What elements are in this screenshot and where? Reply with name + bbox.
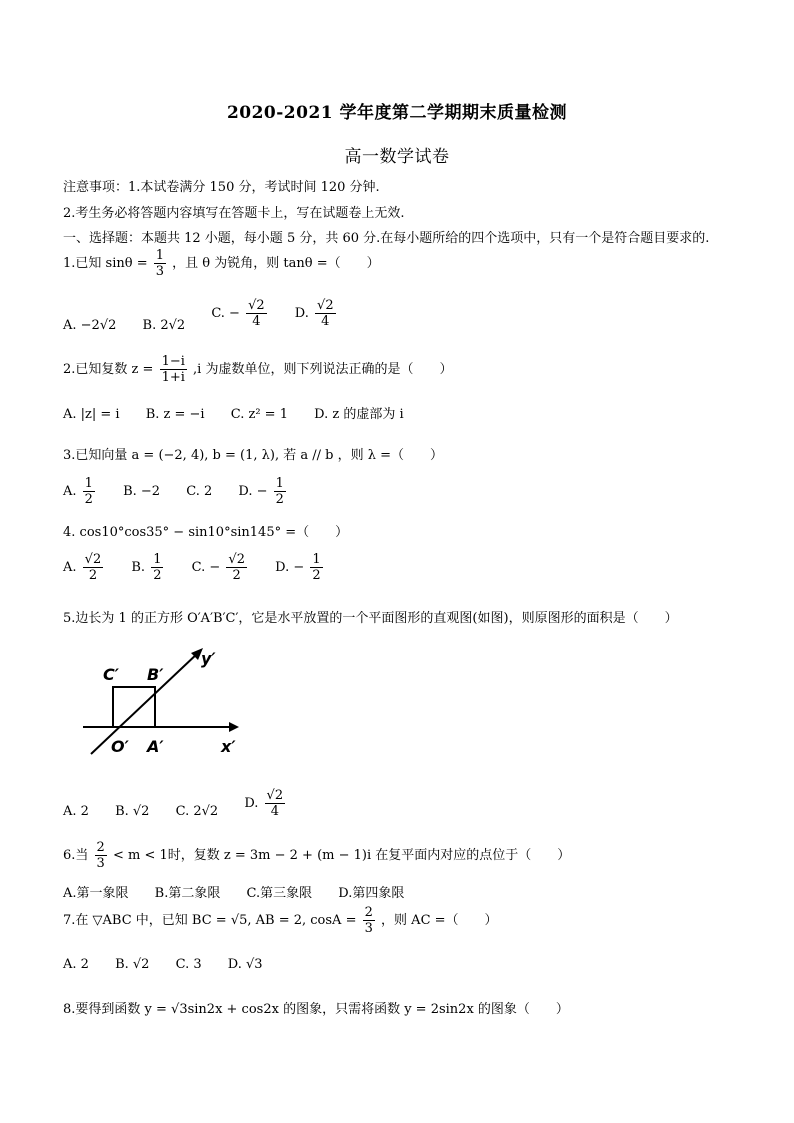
q4-option-a xyxy=(63,552,105,583)
q4-option-a-den: 2 xyxy=(88,568,98,583)
q1-option-b: B. 2√2 xyxy=(142,318,186,333)
q4-option-b-den: 2 xyxy=(153,568,162,583)
q2-post: ,i 为虚数单位，则下列说法正确的是（ ） xyxy=(193,362,453,377)
q5-option-d-fraction xyxy=(265,788,286,819)
q4-option-c xyxy=(192,552,249,583)
q3-options xyxy=(63,476,310,507)
q5-option-d-pre: D. xyxy=(244,796,259,811)
exam-subtitle: 高一数学试卷 xyxy=(344,147,450,167)
q4-option-a-pre: A. xyxy=(63,560,77,575)
q1-post: ，且 θ 为锐角，则 tanθ =（ ） xyxy=(172,256,380,271)
q7-fraction-den: 3 xyxy=(364,921,373,936)
q7-fraction-num: 2 xyxy=(364,905,373,920)
q3-option-d xyxy=(238,476,288,507)
label-y: y′ xyxy=(201,649,216,668)
q6-option-d: D.第四象限 xyxy=(338,886,405,901)
q7-options xyxy=(63,957,285,972)
question-4: 4. cos10°cos35° − sin10°sin145° =（ ） xyxy=(63,525,349,540)
q4-option-c-fraction xyxy=(226,552,247,583)
q3-option-a-fraction xyxy=(83,476,95,507)
q4-option-b-fraction xyxy=(151,552,163,583)
q3-option-b: B. −2 xyxy=(123,484,161,499)
q4-option-d-num: 1 xyxy=(312,552,321,567)
square-outline xyxy=(113,687,155,727)
q5-option-b: B. √2 xyxy=(115,804,150,819)
q1-option-d-den: 4 xyxy=(321,314,330,329)
q1-fraction-num: 1 xyxy=(155,248,165,263)
q1-option-c-den: 4 xyxy=(252,314,261,329)
label-b: B′ xyxy=(147,665,164,684)
q4-option-c-num: √2 xyxy=(228,552,245,567)
q1-option-d-num: √2 xyxy=(317,298,334,313)
q3-option-a-num: 1 xyxy=(84,476,93,491)
q4-option-d-pre: D. − xyxy=(275,560,305,575)
q7-option-c: C. 3 xyxy=(175,957,202,972)
q1-fraction-den: 3 xyxy=(155,264,165,279)
section-heading: 一、选择题：本题共 12 小题，每小题 5 分，共 60 分.在每小题所给的四个选项中，只有一个是符合题目要求的. xyxy=(63,231,710,246)
q5-option-c: C. 2√2 xyxy=(175,804,219,819)
q5-option-d xyxy=(244,788,287,819)
q2-option-b: B. z = −i xyxy=(145,407,205,422)
q3-option-d-den: 2 xyxy=(275,492,284,507)
label-x: x′ xyxy=(221,737,236,756)
q6-fraction xyxy=(95,840,107,871)
q2-option-c: C. z² = 1 xyxy=(230,407,288,422)
q4-option-c-den: 2 xyxy=(232,568,241,583)
q1-option-d xyxy=(295,298,338,329)
q6-option-b: B.第二象限 xyxy=(154,886,221,901)
q1-option-c-pre: C. − xyxy=(211,306,240,321)
q1-option-d-fraction xyxy=(315,298,336,329)
q5-option-d-den: 4 xyxy=(270,804,279,819)
q1-option-d-pre: D. xyxy=(294,306,309,321)
q6-option-c: C.第三象限 xyxy=(246,886,313,901)
q4-option-d-fraction xyxy=(310,552,322,583)
q5-option-a: A. 2 xyxy=(63,804,89,819)
q7-post: ，则 AC =（ ） xyxy=(381,913,498,928)
question-8: 8.要得到函数 y = √3sin2x + cos2x 的图象，只需将函数 y = 2sin2x 的图象（ ） xyxy=(63,1002,569,1017)
exam-title: 2020-2021 学年度第二学期期末质量检测 xyxy=(226,103,568,123)
question-1 xyxy=(63,248,380,279)
q3-option-c: C. 2 xyxy=(186,484,213,499)
q5-options xyxy=(63,788,309,819)
q5-figure xyxy=(63,640,253,770)
q3-option-d-pre: D. − xyxy=(238,484,268,499)
q3-option-d-fraction xyxy=(274,476,286,507)
q5-option-d-num: √2 xyxy=(266,788,284,803)
label-o: O′ xyxy=(111,737,129,756)
q1-fraction xyxy=(154,248,166,279)
q3-option-a-pre: A. xyxy=(63,484,77,499)
q3-option-a xyxy=(63,476,97,507)
q1-option-c-fraction xyxy=(246,298,267,329)
q3-option-d-num: 1 xyxy=(275,476,284,491)
q4-option-b-pre: B. xyxy=(131,560,146,575)
q2-option-a: A. |z| = i xyxy=(63,407,120,422)
q1-option-a: A. −2√2 xyxy=(63,318,117,333)
q1-pre: 1.已知 xyxy=(63,256,102,271)
q4-option-b-num: 1 xyxy=(153,552,162,567)
q6-post: < m < 1时，复数 z = 3m − 2 + (m − 1)i 在复平面内对应的点位于（ ） xyxy=(112,848,571,863)
q6-pre: 6.当 xyxy=(63,848,89,863)
q4-option-d xyxy=(275,552,325,583)
question-5: 5.边长为 1 的正方形 O′A′B′C′，它是水平放置的一个平面图形的直观图(如图)，则原图形的面积是（ ） xyxy=(63,611,678,626)
q6-option-a: A.第一象限 xyxy=(63,886,129,901)
q7-option-d: D. √3 xyxy=(227,957,263,972)
q4-option-d-den: 2 xyxy=(312,568,321,583)
label-a: A′ xyxy=(147,737,164,756)
notes-line-2: 2.考生务必将答题内容填写在答题卡上，写在试题卷上无效. xyxy=(63,206,405,221)
notes-line-1: 注意事项：1.本试卷满分 150 分，考试时间 120 分钟. xyxy=(63,180,380,195)
q2-options xyxy=(63,403,426,422)
q6-fraction-den: 3 xyxy=(96,856,105,871)
question-7 xyxy=(63,905,498,936)
q1-option-c-num: √2 xyxy=(248,298,265,313)
question-2 xyxy=(63,354,452,385)
q3-option-a-den: 2 xyxy=(84,492,93,507)
q2-fraction xyxy=(160,354,187,385)
q4-options xyxy=(63,552,347,583)
q2-fraction-num: 1−i xyxy=(161,354,185,369)
q6-fraction-num: 2 xyxy=(96,840,105,855)
label-c: C′ xyxy=(103,665,119,684)
q6-options xyxy=(63,882,426,901)
q7-option-b: B. √2 xyxy=(115,957,150,972)
question-6 xyxy=(63,840,570,871)
q1-option-c xyxy=(211,298,268,329)
q2-option-d: D. z 的虚部为 i xyxy=(314,407,404,422)
q1-options xyxy=(63,298,360,333)
q7-fraction xyxy=(363,905,375,936)
q2-pre: 2.已知复数 z = xyxy=(63,362,154,377)
q7-option-a: A. 2 xyxy=(63,957,89,972)
q4-option-a-fraction xyxy=(83,552,104,583)
q4-option-c-pre: C. − xyxy=(191,560,221,575)
q2-fraction-den: 1+i xyxy=(161,370,185,385)
q1-sin: sinθ = xyxy=(105,256,148,271)
q4-option-a-num: √2 xyxy=(84,552,102,567)
q4-option-b xyxy=(131,552,165,583)
x-axis-arrow xyxy=(229,722,239,732)
question-3: 3.已知向量 a = (−2, 4), b = (1, λ), 若 a // b ，则 λ =（ ） xyxy=(63,448,443,463)
q7-pre: 7.在 ▽ABC 中，已知 BC = √5, AB = 2, cosA = xyxy=(63,913,357,928)
